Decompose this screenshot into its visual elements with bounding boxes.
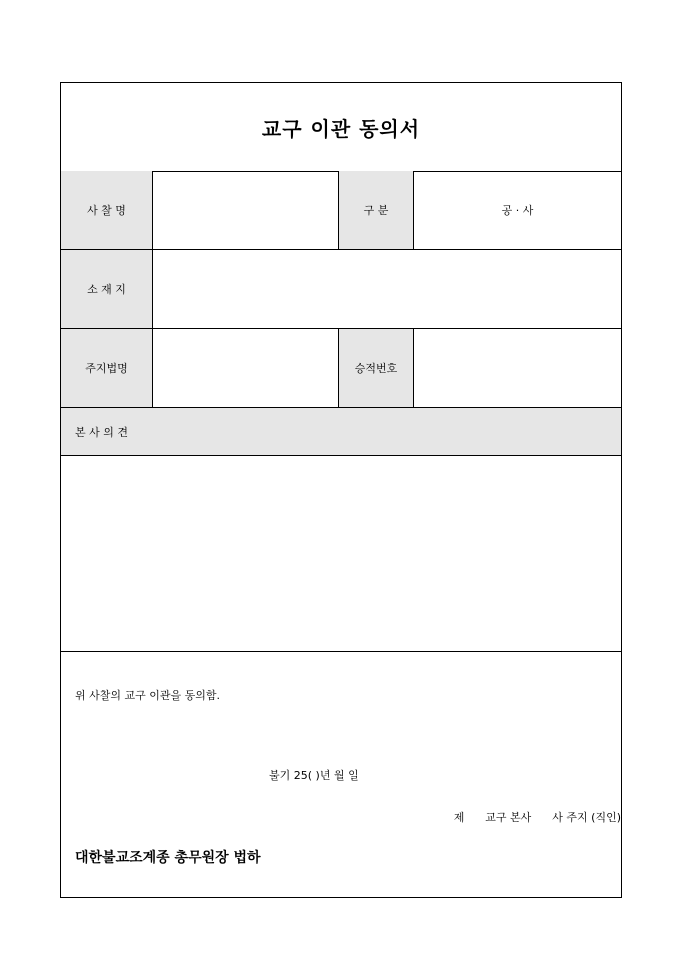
category-field[interactable]: 공 · 사 <box>414 171 621 250</box>
abbot-name-field[interactable] <box>153 329 339 408</box>
ordination-number-field[interactable] <box>414 329 621 408</box>
opinion-label: 본 사 의 견 <box>61 408 621 456</box>
form-title: 교구 이관 동의서 <box>261 116 421 141</box>
temple-name-label: 사 찰 명 <box>61 171 153 250</box>
abbot-name-label: 주지법명 <box>61 329 153 408</box>
ordination-number-label: 승적번호 <box>339 329 414 408</box>
location-field[interactable] <box>153 250 621 329</box>
consent-form <box>60 82 622 898</box>
location-label: 소 재 지 <box>61 250 153 329</box>
category-label: 구 분 <box>339 171 414 250</box>
title-row <box>61 83 621 172</box>
opinion-field[interactable] <box>61 456 621 652</box>
temple-name-field[interactable] <box>153 171 339 250</box>
recipient: 대한불교조계종 총무원장 법하 <box>75 850 261 866</box>
date-line: 불기 25( )년 월 일 <box>269 769 359 782</box>
signature-line: 제 교구 본사 사 주지 (직인) <box>453 811 621 824</box>
consent-statement: 위 사찰의 교구 이관을 동의함. <box>75 689 220 702</box>
